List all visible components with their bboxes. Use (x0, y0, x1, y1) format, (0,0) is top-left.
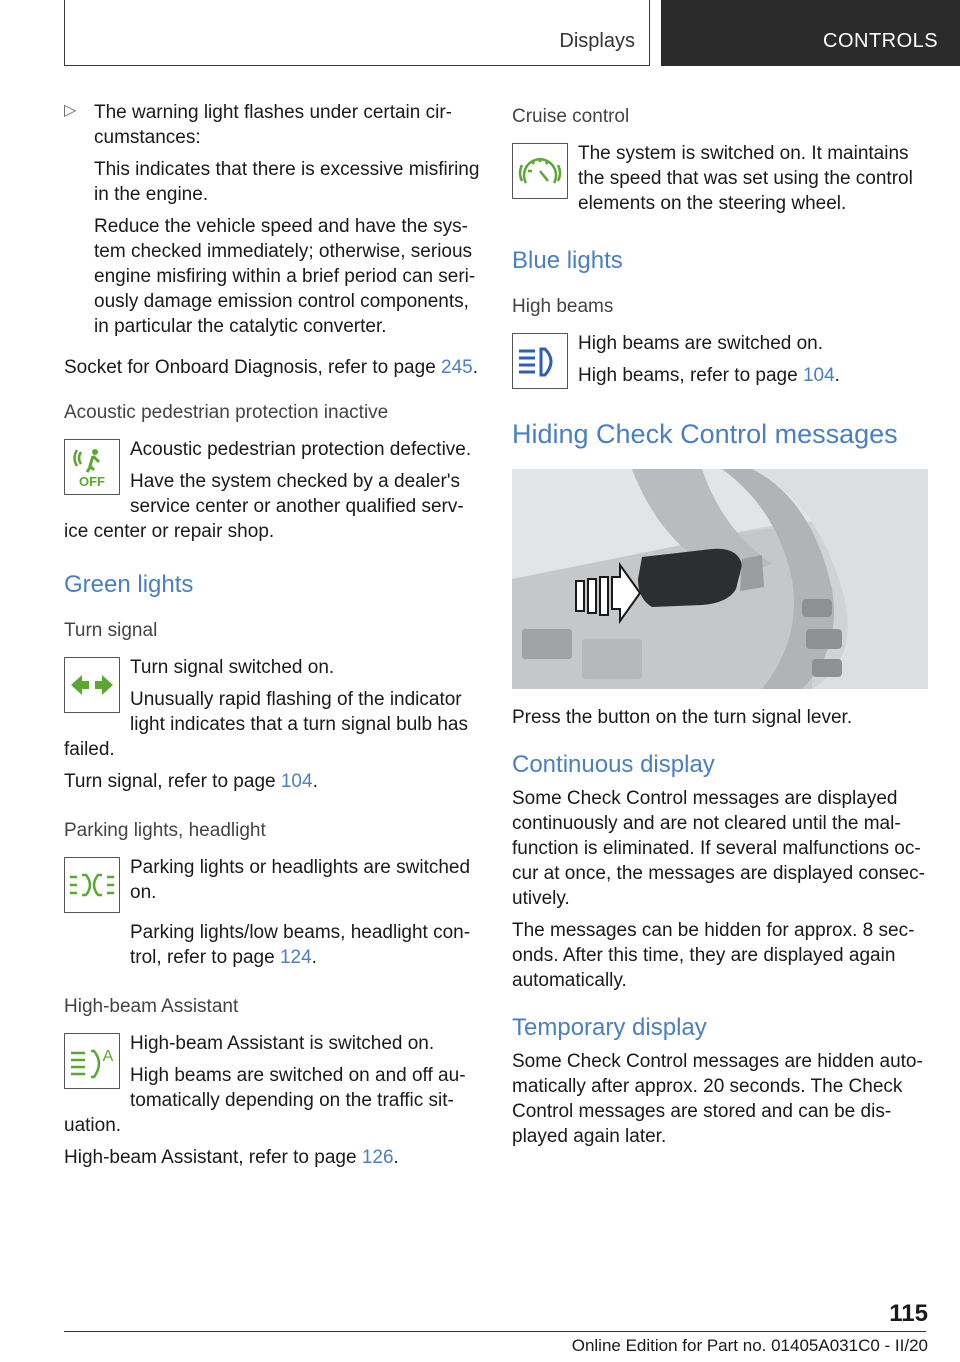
header-chapter-title: CONTROLS (823, 30, 939, 52)
turn-signal-ref: Turn signal, refer to page 104. (64, 771, 318, 792)
temporary-display-heading: Temporary display (512, 1014, 707, 1041)
turn-signal-lever-photo (512, 469, 928, 689)
cruise-control-block (512, 141, 928, 216)
high-beams-icon (512, 333, 568, 389)
parking-lights-icon (64, 857, 120, 913)
cruise-control-line-1: The system is switched on. It maintains the speed that was set using the control elements on the steering wheel. (578, 143, 913, 214)
turn-signal-line-2: Unusually rapid flashing of the indicator light indicates that a turn signal bulb has failed. (64, 689, 468, 760)
page-number: 115 (889, 1300, 928, 1327)
left-column (64, 100, 480, 1170)
green-lights-heading: Green lights (64, 571, 194, 598)
high-beam-assistant-icon (64, 1033, 120, 1089)
high-beam-assistant-ref: High-beam Assistant, refer to page 126. (64, 1147, 399, 1168)
continuous-display-heading: Continuous display (512, 751, 715, 778)
high-beams-ref-text: High beams, refer to page (578, 365, 803, 386)
acoustic-block (64, 437, 480, 544)
header-section-box (64, 0, 650, 66)
svg-text:OFF: OFF (79, 474, 105, 489)
parking-lights-ref: Parking lights/low beams, headlight con-trol, refer to page 124. (130, 922, 471, 968)
footer-divider (64, 1331, 926, 1332)
right-column (512, 100, 928, 1149)
turn-signal-ref-text: Turn signal, refer to page (64, 771, 281, 792)
turn-signal-arrows-icon (64, 657, 120, 713)
temporary-display-p1: Some Check Control messages are hidden auto-matically after approx. 20 seconds. The Check Control messages are stored and can be dis-played again later. (512, 1051, 923, 1147)
high-beams-line-1: High beams are switched on. (578, 333, 824, 354)
continuous-display-p1: Some Check Control messages are displayed continuously and are not cleared until the mal-function is eliminated. If several malfunctions oc-cur at once, the messages are displayed consec-utively. (512, 788, 925, 909)
parking-lights-title: Parking lights, headlight (64, 820, 266, 841)
header-chapter-box (661, 0, 960, 66)
acoustic-title: Acoustic pedestrian protection inactive (64, 402, 389, 423)
cruise-control-gauge-icon (512, 143, 568, 199)
bullet-line-3: Reduce the vehicle speed and have the sys-tem checked immediately; otherwise, serious engine misfiring within a brief period can seri-ously damage emission control components, in particular the catalytic converter. (94, 216, 476, 337)
turn-signal-line-1: Turn signal switched on. (130, 657, 335, 678)
high-beams-ref: High beams, refer to page 104. (578, 365, 840, 386)
high-beam-assistant-line-1: High-beam Assistant is switched on. (130, 1033, 435, 1054)
header-section-title: Displays (559, 30, 635, 52)
socket-page-link[interactable]: 245 (441, 357, 473, 378)
turn-signal-page-link[interactable]: 104 (280, 771, 313, 792)
warning-bullet (64, 100, 480, 339)
acoustic-line-2: Have the system checked by a dealer's service center or another qualified serv-ice center or repair shop. (64, 471, 464, 542)
cruise-control-title: Cruise control (512, 106, 630, 127)
continuous-display-p2: The messages can be hidden for approx. 8 sec-onds. After this time, they are displayed again automatically. (512, 920, 915, 991)
hiding-check-control-heading: Hiding Check Control messages (512, 419, 898, 449)
high-beam-assistant-ref-text: High-beam Assistant, refer to page (64, 1147, 362, 1168)
high-beam-assistant-title: High-beam Assistant (64, 996, 239, 1017)
high-beams-title: High beams (512, 296, 614, 317)
bullet-line-1: The warning light flashes under certain cir-cumstances: (94, 102, 453, 148)
svg-text:A: A (102, 1048, 114, 1065)
parking-lights-page-link[interactable]: 124 (279, 947, 312, 968)
parking-lights-ref-text: Parking lights/low beams, headlight con-trol, refer to page (130, 922, 471, 968)
turn-signal-title: Turn signal (64, 620, 158, 641)
parking-lights-line-1: Parking lights or headlights are switched on. (130, 857, 471, 903)
turn-signal-block (64, 655, 480, 762)
photo-caption: Press the button on the turn signal lever. (512, 707, 853, 728)
bullet-line-2: This indicates that there is excessive misfiring in the engine. (94, 159, 480, 205)
high-beam-assistant-page-link[interactable]: 126 (361, 1147, 394, 1168)
high-beam-assistant-block (64, 1031, 480, 1138)
high-beams-block (512, 331, 928, 389)
socket-paragraph: Socket for Onboard Diagnosis, refer to page 245. (64, 357, 479, 378)
high-beam-assistant-line-2: High beams are switched on and off au-tomatically depending on the traffic sit-uation. (64, 1065, 466, 1136)
bullet-triangle-icon: ▷ (64, 102, 77, 119)
blue-lights-heading: Blue lights (512, 247, 623, 274)
pedestrian-protection-off-icon (64, 439, 120, 495)
high-beams-page-link[interactable]: 104 (802, 365, 835, 386)
parking-lights-block (64, 855, 480, 913)
footer-edition: Online Edition for Part no. 01405A031C0 - II/20 (571, 1336, 928, 1355)
socket-text: Socket for Onboard Diagnosis, refer to page (64, 357, 442, 378)
acoustic-line-1: Acoustic pedestrian protection defective. (130, 439, 472, 460)
